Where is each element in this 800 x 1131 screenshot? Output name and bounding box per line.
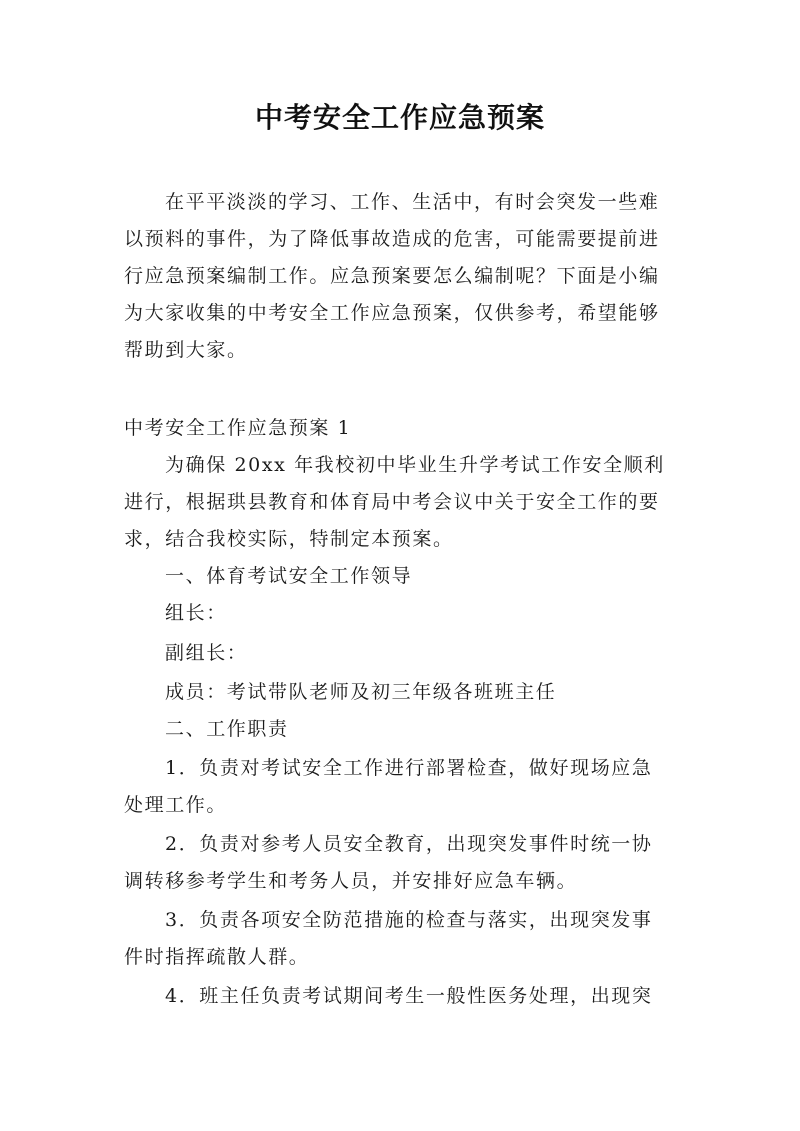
body-line: 成员：考试带队老师及初三年级各班班主任: [165, 681, 557, 703]
body-line: 1．负责对考试安全工作进行部署检查，做好现场应急: [165, 757, 653, 779]
intro-line: 行应急预案编制工作。应急预案要怎么编制呢？下面是小编: [124, 265, 660, 287]
intro-line: 在平平淡淡的学习、工作、生活中，有时会突发一些难: [165, 191, 660, 213]
body-line: 为确保 20xx 年我校初中毕业生升学考试工作安全顺利: [165, 454, 665, 476]
section-heading: 中考安全工作应急预案 1: [124, 417, 352, 439]
intro-line: 为大家收集的中考安全工作应急预案，仅供参考，希望能够: [124, 302, 660, 324]
body-line: 处理工作。: [124, 794, 228, 816]
body-line: 件时指挥疏散人群。: [124, 946, 310, 968]
intro-line: 帮助到大家。: [124, 339, 248, 361]
body-line: 调转移参考学生和考务人员，并安排好应急车辆。: [124, 870, 578, 892]
body-line: 副组长：: [165, 642, 248, 664]
body-line: 3．负责各项安全防范措施的检查与落实，出现突发事: [165, 909, 653, 931]
body-line: 一、体育考试安全工作领导: [165, 565, 413, 587]
body-line: 组长：: [165, 602, 227, 624]
intro-line: 以预料的事件，为了降低事故造成的危害，可能需要提前进: [124, 228, 660, 250]
body-line: 4．班主任负责考试期间考生一般性医务处理，出现突: [165, 985, 653, 1007]
body-line: 进行，根据珙县教育和体育局中考会议中关于安全工作的要: [124, 491, 660, 513]
body-line: 2．负责对参考人员安全教育，出现突发事件时统一协: [165, 833, 653, 855]
document-title: 中考安全工作应急预案: [254, 101, 545, 134]
body-line: 二、工作职责: [165, 718, 289, 740]
body-line: 求，结合我校实际，特制定本预案。: [124, 528, 454, 550]
